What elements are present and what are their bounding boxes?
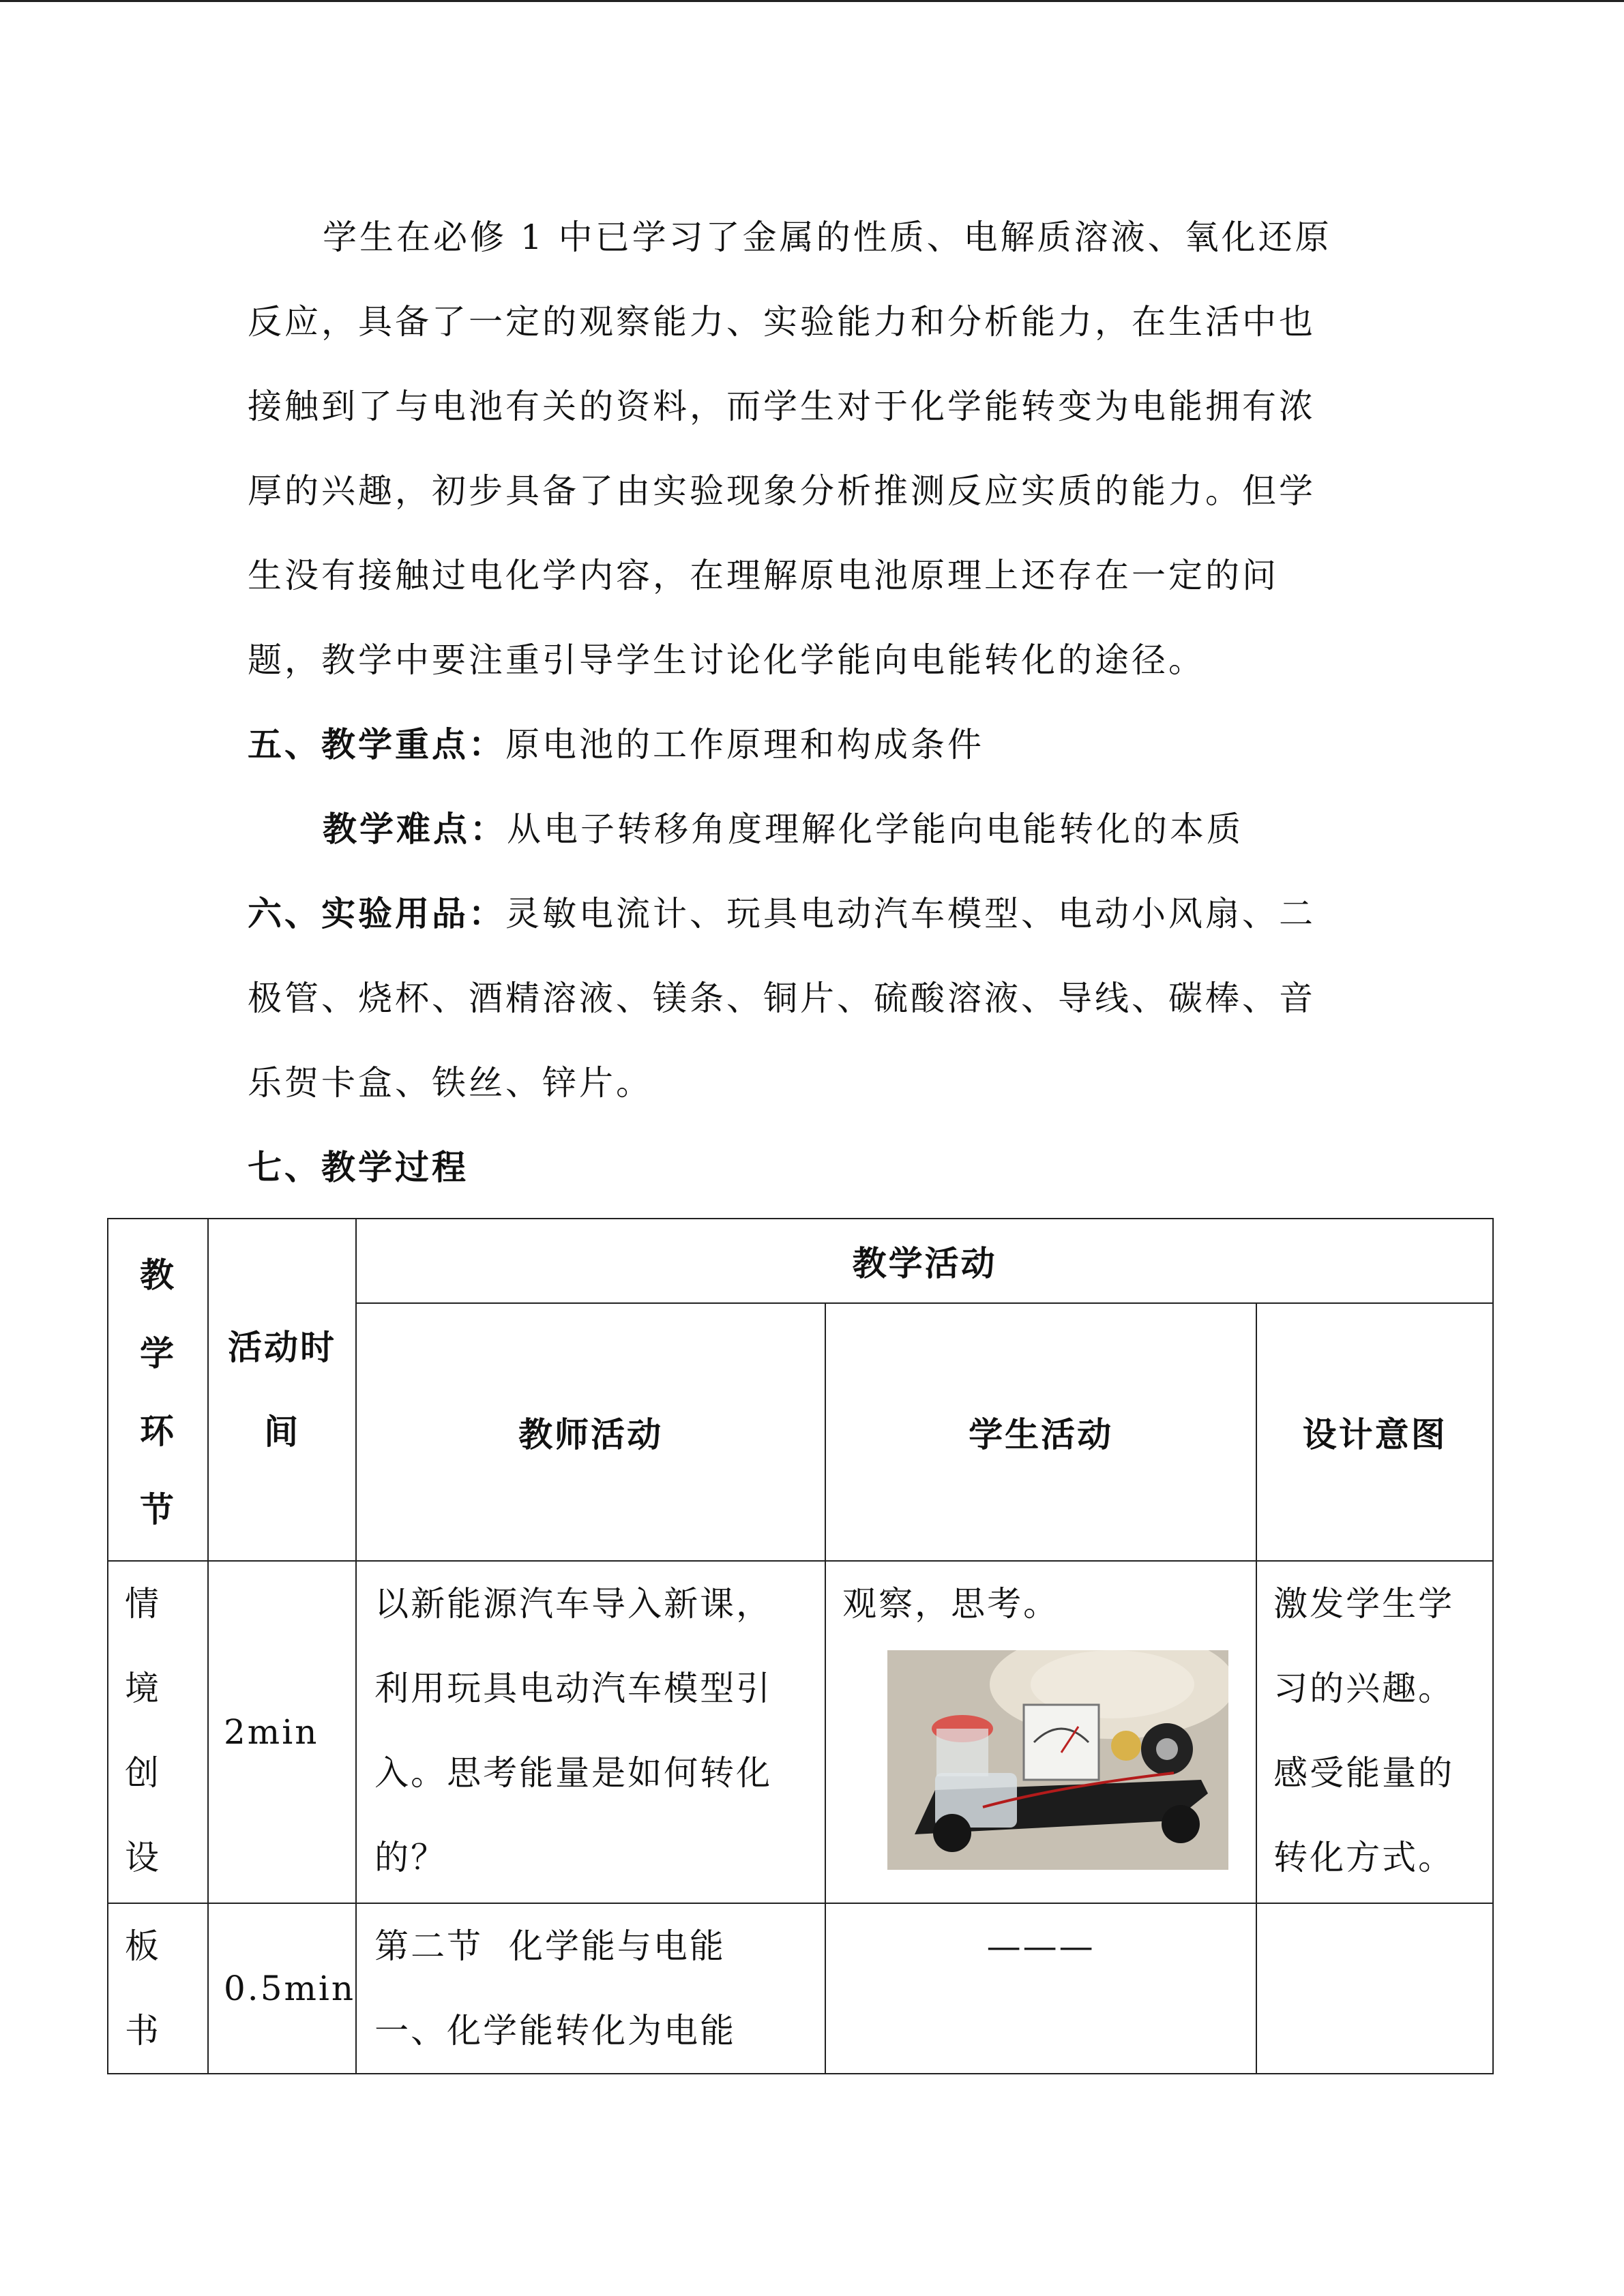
- row1-intent-line: 转化方式。: [1273, 1838, 1455, 1877]
- row1-teacher: [356, 1561, 825, 1903]
- analysis-line-3: 接触到了与电池有关的资料，而学生对于化学能转变为电能拥有浓: [248, 387, 1316, 426]
- row1-stage: [108, 1561, 208, 1903]
- toy-car-photo-svg: [887, 1650, 1228, 1870]
- row1-intent-line: 感受能量的: [1273, 1753, 1455, 1793]
- header-intent: 设计意图: [1256, 1303, 1493, 1561]
- analysis-line-6: 题，教学中要注重引导学生讨论化学能向电能转化的途径。: [248, 640, 1205, 680]
- row1-stage-char: 情: [125, 1584, 161, 1624]
- section5-key-points: 原电池的工作原理和构成条件: [505, 725, 984, 764]
- row1-student: [825, 1561, 1256, 1903]
- row1-teacher-line: 入。思考能量是如何转化: [374, 1753, 773, 1793]
- header-stage-char: 教: [140, 1255, 176, 1296]
- header-stage-char: 环: [140, 1411, 176, 1452]
- analysis-line-4: 厚的兴趣，初步具备了由实验现象分析推测反应实质的能力。但学: [248, 471, 1316, 511]
- analysis-line-2: 反应，具备了一定的观察能力、实验能力和分析能力，在生活中也: [248, 302, 1316, 342]
- row1-stage-char: 创: [125, 1753, 161, 1793]
- row2-teacher-line: 第二节 化学能与电能: [374, 1926, 726, 1966]
- row1-teacher-line: 以新能源汽车导入新课，: [374, 1584, 773, 1624]
- table-row: [108, 1561, 1493, 1903]
- table-row: [108, 1903, 1493, 2074]
- row2-student: [825, 1903, 1256, 2074]
- row1-time: 2min: [208, 1561, 356, 1903]
- difficulty-text: 从电子转移角度理解化学能向电能转化的本质: [507, 809, 1243, 849]
- battery-toy-car-photo-icon: [887, 1650, 1228, 1870]
- table-header-row-1: [108, 1219, 1493, 1303]
- row2-intent: [1256, 1903, 1493, 2074]
- row2-student-dash: ———: [986, 1926, 1095, 1966]
- materials-line-1: 灵敏电流计、玩具电动汽车模型、电动小风扇、二: [505, 894, 1316, 934]
- row1-intent-line: 习的兴趣。: [1273, 1669, 1455, 1708]
- header-stage-char: 节: [140, 1489, 176, 1530]
- row2-teacher-line: 一、化学能转化为电能: [374, 2011, 737, 2051]
- row2-stage-char: 板: [125, 1926, 161, 1966]
- row1-teacher-line: 利用玩具电动汽车模型引: [374, 1669, 773, 1708]
- row2-stage-char: 书: [125, 2011, 161, 2051]
- header-teacher: 教师活动: [356, 1303, 825, 1561]
- row1-student-text: 观察，思考。: [842, 1584, 1060, 1624]
- row1-intent: [1256, 1561, 1493, 1903]
- top-border-line: [0, 0, 1624, 2]
- row1-teacher-line: 的？: [374, 1838, 447, 1877]
- section6-line-1: [248, 893, 1353, 934]
- row1-stage-char: 境: [125, 1669, 161, 1708]
- difficulty-line: [323, 809, 1428, 850]
- header-time: 活动时间: [208, 1219, 356, 1561]
- header-stage-char: 学: [140, 1332, 176, 1373]
- materials-line-2: 极管、烧杯、酒精溶液、镁条、铜片、硫酸溶液、导线、碳棒、音: [248, 979, 1316, 1018]
- difficulty-label: 教学难点：: [323, 809, 507, 849]
- header-student: 学生活动: [825, 1303, 1256, 1561]
- section6-heading: 六、实验用品：: [248, 893, 505, 934]
- row1-stage-char: 设: [125, 1838, 161, 1877]
- row2-time: 0.5min: [208, 1903, 356, 2074]
- section7-heading: 七、教学过程: [248, 1147, 469, 1187]
- row2-stage: [108, 1903, 208, 2074]
- section5-line: [248, 724, 1353, 765]
- teaching-process-table: [107, 1218, 1494, 2074]
- analysis-line-5: 生没有接触过电化学内容，在理解原电池原理上还存在一定的问: [248, 556, 1279, 595]
- header-stage-cell: [108, 1219, 208, 1561]
- materials-line-3: 乐贺卡盒、铁丝、锌片。: [248, 1063, 653, 1103]
- analysis-line-1: 学生在必修 1 中已学习了金属的性质、电解质溶液、氧化还原: [323, 218, 1332, 257]
- header-activities: 教学活动: [356, 1219, 1493, 1303]
- row1-intent-line: 激发学生学: [1273, 1584, 1455, 1624]
- row2-teacher: [356, 1903, 825, 2074]
- section5-heading: 五、教学重点：: [248, 724, 505, 764]
